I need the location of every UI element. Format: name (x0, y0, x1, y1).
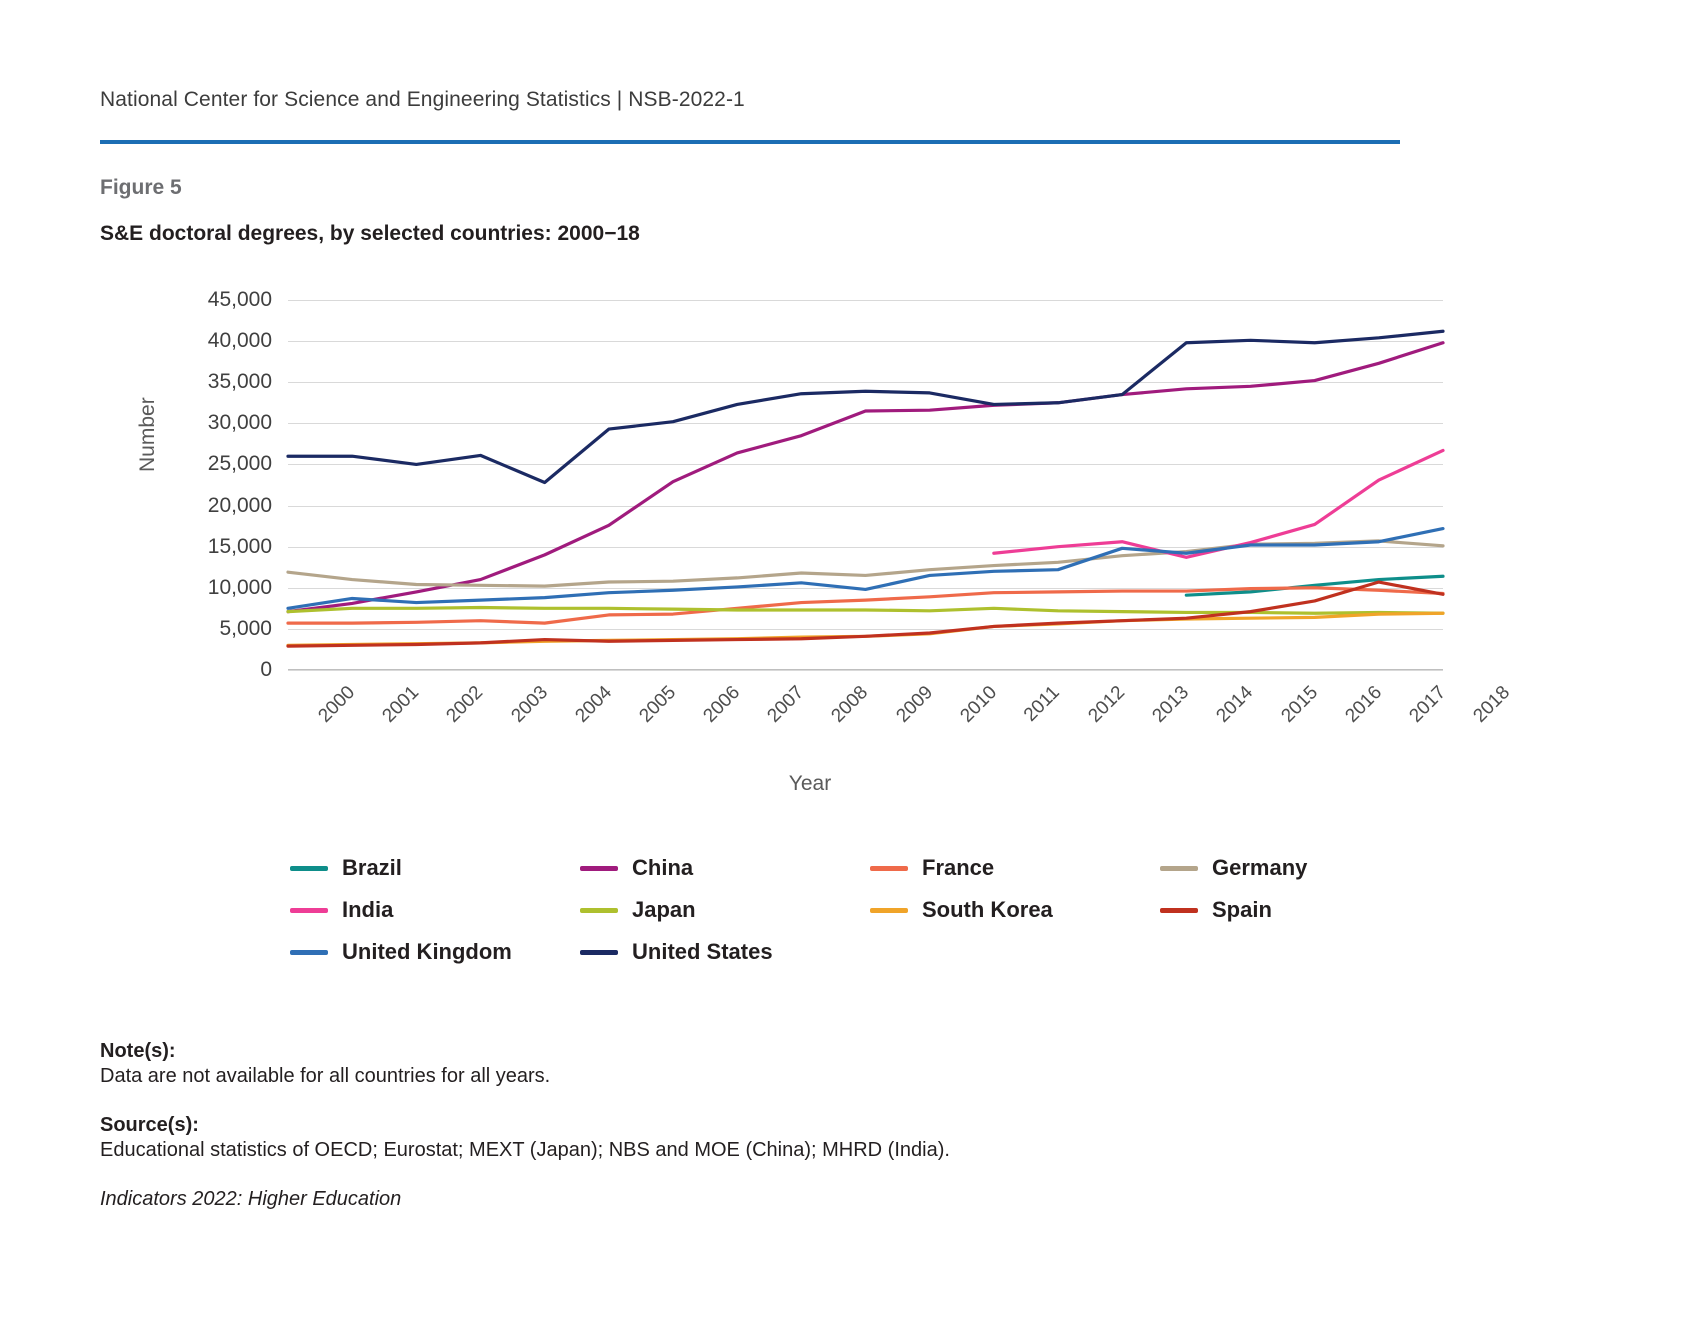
line-series-south-korea (288, 613, 1443, 645)
legend-swatch-icon (580, 908, 618, 913)
x-tick-label: 2006 (699, 682, 745, 727)
legend-row (290, 939, 1470, 965)
y-tick-label: 20,000 (207, 493, 272, 517)
figure-label: Figure 5 (100, 176, 182, 199)
x-tick-label: 2015 (1276, 682, 1322, 727)
legend-label: France (922, 855, 995, 880)
legend-row (290, 897, 1470, 923)
legend-label: Japan (632, 897, 696, 922)
legend-item-south-korea[interactable] (870, 897, 1160, 923)
x-tick-label: 2000 (314, 682, 360, 727)
x-tick-label: 2011 (1019, 682, 1064, 726)
legend-item-japan[interactable] (580, 897, 870, 923)
gridline (288, 670, 1443, 671)
legend-swatch-icon (290, 866, 328, 871)
line-series-united-states (288, 331, 1443, 482)
x-tick-label: 2017 (1405, 682, 1450, 727)
figure-footer (100, 1040, 1500, 1211)
legend-item-india[interactable] (290, 897, 580, 923)
y-tick-label: 5,000 (219, 616, 272, 640)
legend-item-china[interactable] (580, 855, 870, 881)
y-tick-label: 25,000 (207, 452, 272, 476)
x-axis-label: Year (788, 772, 832, 795)
sources-text: Educational statistics of OECD; Eurostat; MEXT (Japan); NBS and MOE (China); MHRD (India). (100, 1139, 950, 1161)
legend-swatch-icon (290, 908, 328, 913)
x-tick-label: 2010 (956, 682, 1001, 727)
series-lines (288, 300, 1443, 670)
notes-heading: Note(s): (100, 1040, 176, 1062)
legend-swatch-icon (1160, 866, 1198, 871)
x-tick-label: 2016 (1341, 682, 1386, 727)
x-tick-label: 2007 (763, 682, 809, 727)
x-tick-label: 2005 (635, 682, 680, 727)
legend-label: United States (632, 939, 773, 964)
legend-swatch-icon (870, 866, 908, 871)
y-tick-label: 10,000 (207, 575, 272, 599)
legend-label: Germany (1212, 855, 1308, 880)
line-series-united-kingdom (288, 529, 1443, 609)
y-tick-label: 0 (260, 658, 272, 681)
x-tick-label: 2002 (442, 682, 488, 727)
line-series-china (288, 343, 1443, 612)
chart-legend (290, 855, 1470, 981)
y-axis-label: Number (136, 397, 159, 472)
indicators-text: Indicators 2022: Higher Education (100, 1188, 402, 1210)
legend-swatch-icon (580, 866, 618, 871)
plot-area (207, 288, 1515, 727)
notes-text: Data are not available for all countries for all years. (100, 1065, 551, 1087)
legend-label: South Korea (922, 897, 1053, 922)
y-tick-label: 45,000 (207, 288, 272, 311)
page-title: S&E doctoral degrees, by selected countries: 2000−18 (100, 222, 640, 245)
x-tick-label: 2013 (1148, 682, 1194, 727)
x-tick-label: 2018 (1469, 682, 1515, 727)
agency-header: National Center for Science and Engineering Statistics | NSB-2022-1 (100, 88, 745, 111)
legend-item-united-kingdom[interactable] (290, 939, 580, 965)
x-tick-label: 2003 (506, 682, 552, 727)
chart-container (100, 272, 1520, 832)
x-tick-label: 2008 (827, 682, 873, 727)
legend-swatch-icon (870, 908, 908, 913)
line-series-germany (288, 541, 1443, 586)
legend-swatch-icon (1160, 908, 1198, 913)
legend-label: Brazil (342, 855, 402, 880)
legend-item-spain[interactable] (1160, 897, 1450, 923)
x-tick-label: 2014 (1212, 682, 1258, 727)
x-tick-label: 2004 (571, 682, 616, 727)
header-divider (100, 140, 1400, 144)
legend-swatch-icon (580, 950, 618, 955)
legend-item-united-states[interactable] (580, 939, 870, 965)
y-tick-label: 40,000 (207, 329, 272, 353)
y-tick-label: 30,000 (207, 411, 272, 435)
y-tick-label: 15,000 (207, 534, 272, 558)
x-tick-label: 2009 (891, 682, 937, 727)
legend-item-france[interactable] (870, 855, 1160, 881)
legend-label: Spain (1212, 897, 1272, 922)
x-tick-label: 2012 (1084, 682, 1130, 727)
sources-heading: Source(s): (100, 1114, 199, 1136)
legend-label: China (632, 855, 694, 880)
legend-swatch-icon (290, 950, 328, 955)
legend-label: India (342, 897, 394, 922)
x-tick-label: 2001 (378, 682, 424, 727)
y-tick-label: 35,000 (207, 370, 272, 394)
legend-item-brazil[interactable] (290, 855, 580, 881)
legend-row (290, 855, 1470, 881)
legend-item-germany[interactable] (1160, 855, 1450, 881)
legend-label: United Kingdom (342, 939, 512, 964)
